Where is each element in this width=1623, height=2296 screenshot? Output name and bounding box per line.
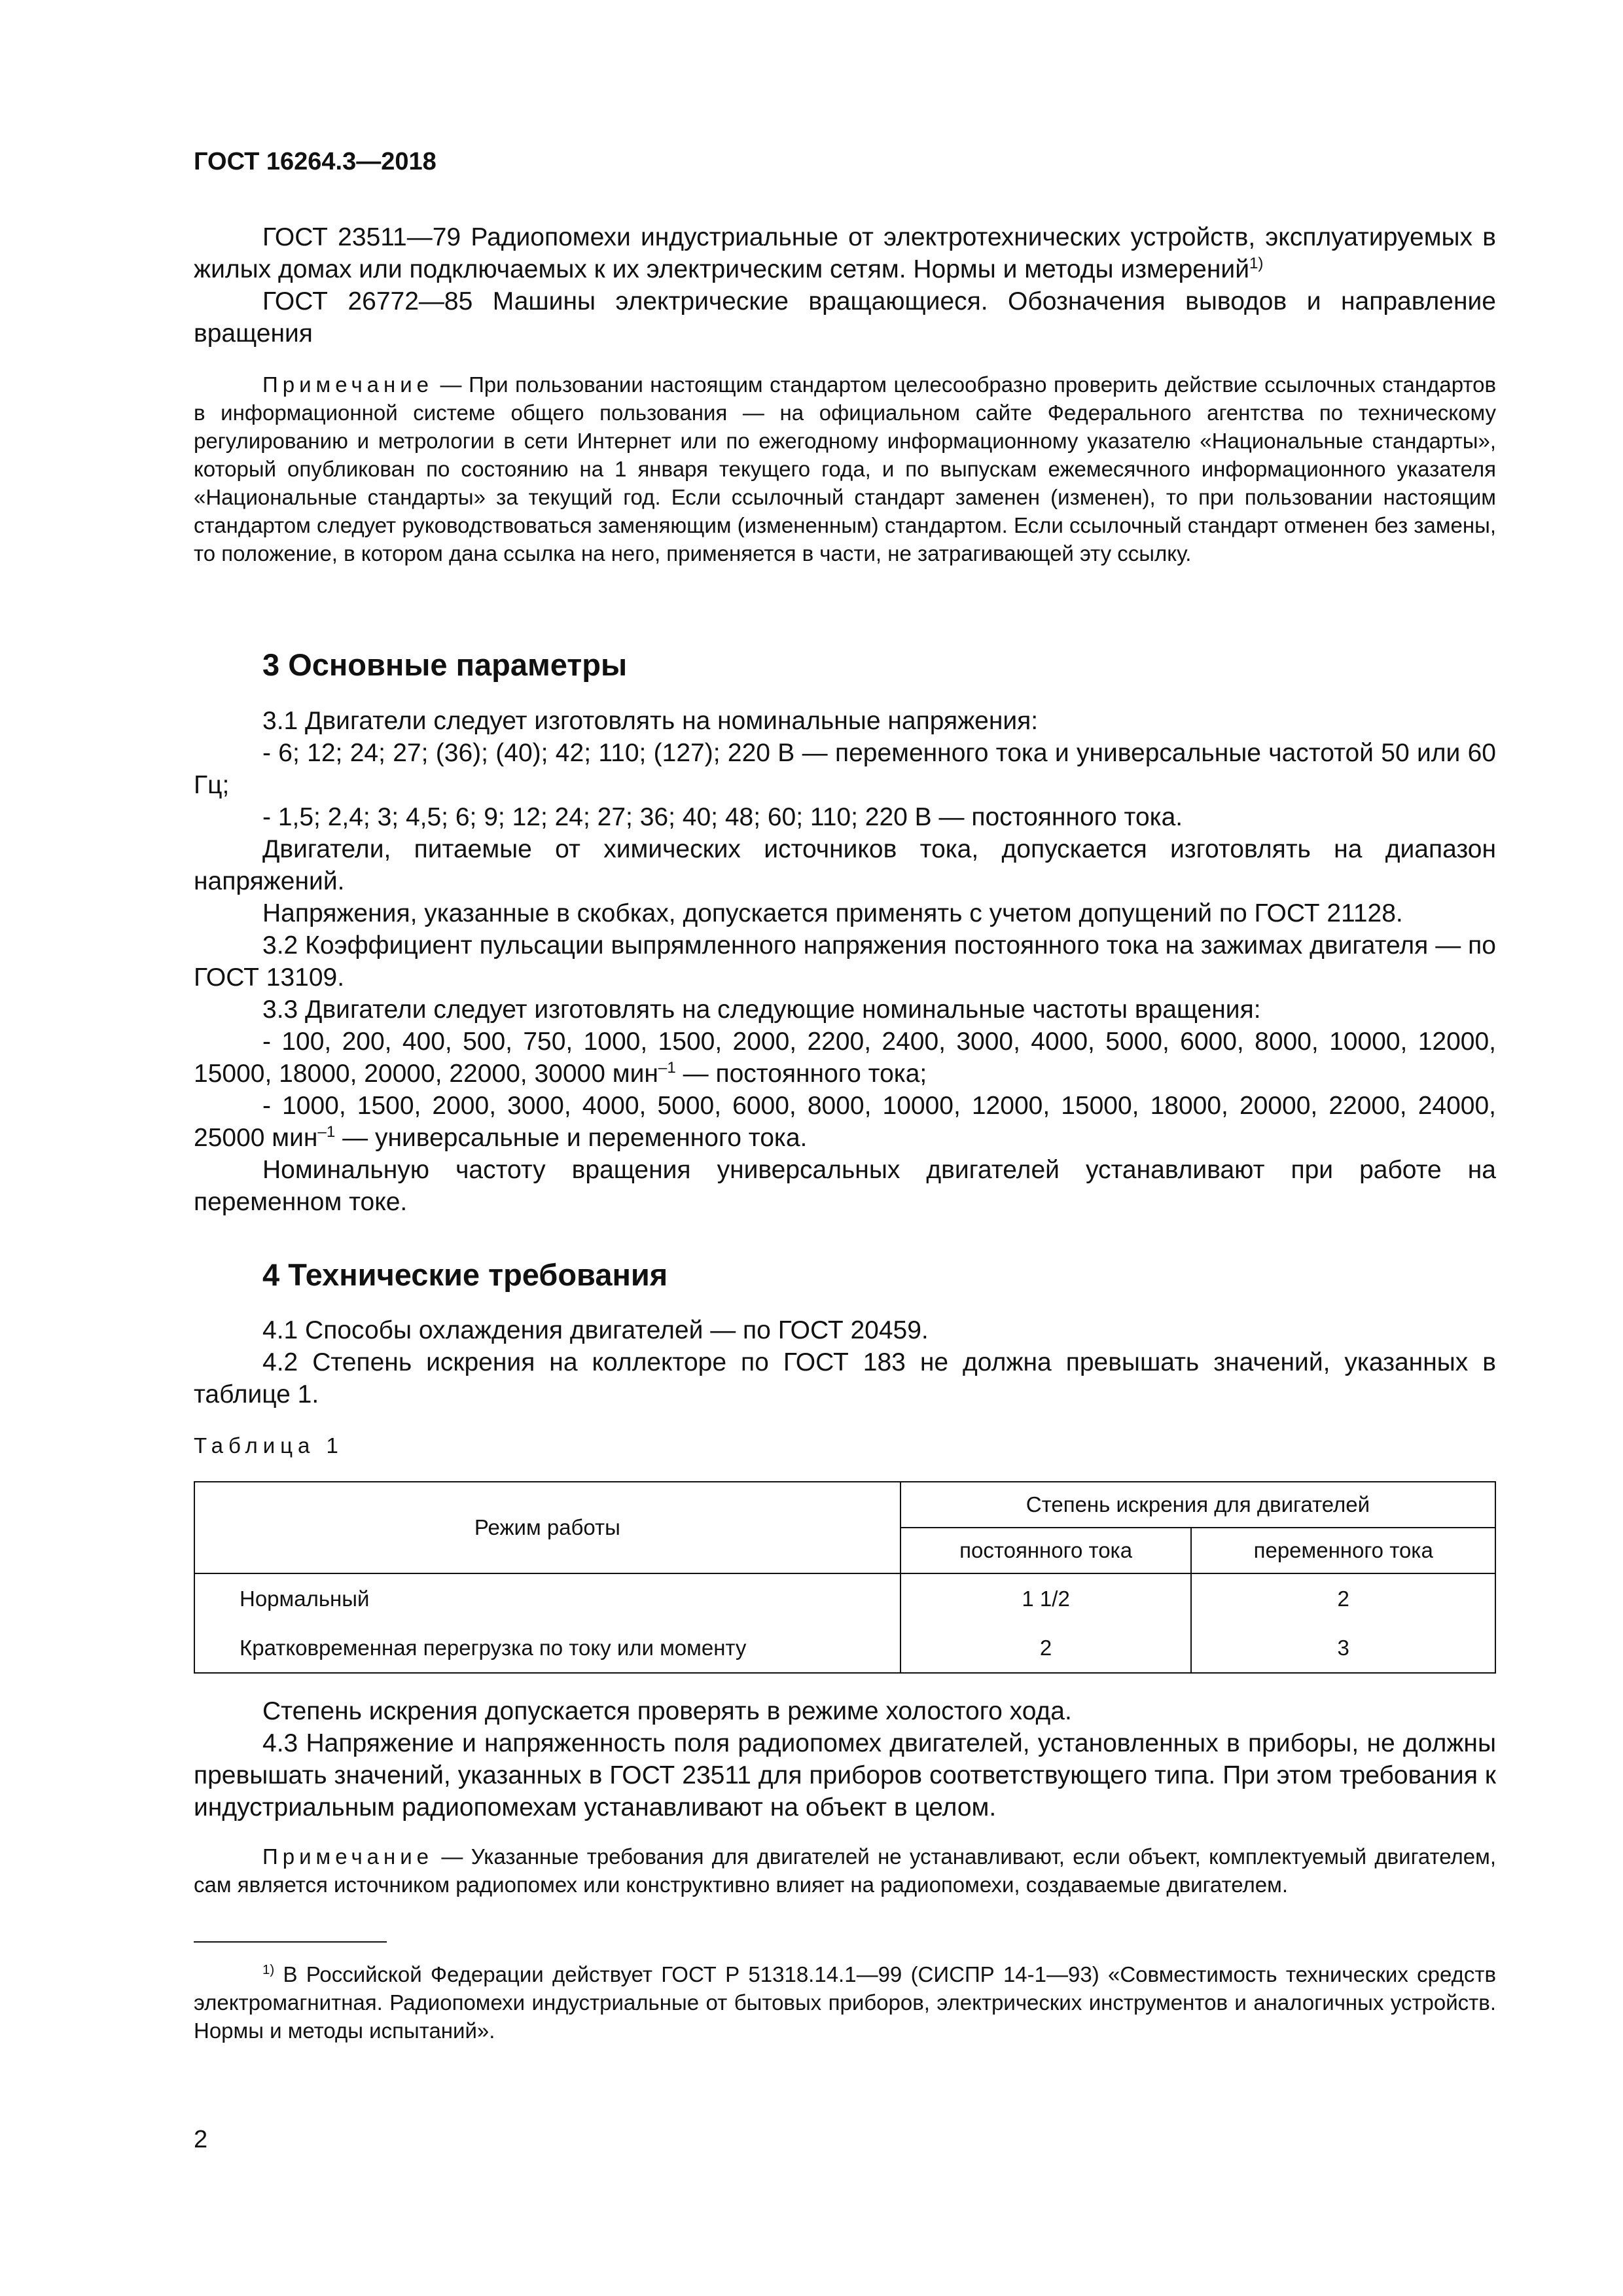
section-title: 4 Технические требования	[262, 1257, 668, 1292]
page-number: 2	[194, 2126, 208, 2153]
sparking-table	[194, 1481, 1496, 1674]
footnote	[194, 1960, 1496, 2045]
reference-item: ГОСТ 26772—85 Машины электрические вращающиеся. Обозначения выводов и направление вращения	[194, 287, 1496, 348]
paragraph: 4.3 Напряжение и напряженность поля радиопомех двигателей, установленных в приборы, не должны превышать значений, указанных в ГОСТ 23511 для приборов соответствующего типа. При этом требования к индустриальным радиопомехам устанавливают на объект в целом.	[194, 1729, 1496, 1821]
section-4	[194, 1257, 1496, 1293]
note-text: — Указанные требования для двигателей не устанавливают, если объект, комплектуемый двигателем, сам является источником радиопомех или конструктивно влияет на радиопомехи, создаваемые двигателем.	[194, 1844, 1497, 1897]
reference-item: ГОСТ 23511—79 Радиопомехи индустриальные от электротехнических устройств, эксплуатируемых в жилых домах или подключаемых к их электрическим сетям. Нормы и методы измерений$^{1)}$	[194, 223, 1496, 283]
note-text: — При пользовании настоящим стандартом целесообразно проверить действие ссылочных стандартов в информационной системе общего пользования — на официальном сайте Федерального агентства по техническому регулированию и метрологии в сети Интернет или по ежегодному информационному указателю «Национальные стандарты», который опубликован по состоянию на 1 января текущего года, и по выпускам ежемесячного информационного указателя «Национальные стандарты» за текущий год. Если ссылочный стандарт заменен (изменен), то при пользовании настоящим стандартом следует руководствоваться заменяющим (измененным) стандартом. Если ссылочный стандарт отменен без замены, то положение, в котором дана ссылка на него, применяется в части, не затрагивающей эту ссылку.	[194, 372, 1496, 565]
table-row: Кратковременная перегрузка по току или моменту 2 3	[194, 1623, 1495, 1673]
table-row: Нормальный 1 1/2 2	[194, 1573, 1495, 1623]
footnote-text: В Российской Федерации действует ГОСТ Р 51318.14.1—99 (СИСПР 14-1—93) «Совместимость технических средств электромагнитная. Радиопомехи индустриальные от бытовых приборов, электрических инструментов и аналогичных устройств. Нормы и методы испытаний».	[194, 1962, 1497, 2043]
paragraph: - 1000, 1500, 2000, 3000, 4000, 5000, 6000, 8000, 10000, 12000, 15000, 18000, 20000, 22000, 24000, 25000 мин$^{-1}$ — универсальные и переменного тока.	[194, 1092, 1496, 1152]
paragraph: Двигатели, питаемые от химических источников тока, допускается изготовлять на диапазон напряжений.	[194, 835, 1496, 895]
mode-header: Режим работы	[194, 1482, 901, 1573]
references-block	[194, 221, 1496, 350]
paragraph: - 6; 12; 24; 27; (36); (40); 42; 110; (127); 220 В — переменного тока и универсальные частотой 50 или 60 Гц;	[194, 739, 1496, 799]
section-3	[194, 647, 1496, 683]
footnote-separator	[194, 1941, 387, 1943]
ac-header: переменного тока	[1191, 1528, 1495, 1573]
table-caption: Таблица 1	[194, 1433, 344, 1458]
note-block	[194, 1842, 1496, 1899]
section-3-body	[194, 705, 1496, 1218]
note-label: Примечание	[262, 372, 434, 397]
note-block	[194, 370, 1496, 567]
paragraph: 4.1 Способы охлаждения двигателей — по ГОСТ 20459.	[262, 1316, 929, 1344]
note-label: Примечание	[262, 1844, 434, 1869]
paragraph: Номинальную частоту вращения универсальных двигателей устанавливают при работе на переменном токе.	[194, 1156, 1496, 1216]
paragraph: Напряжения, указанные в скобках, допускается применять с учетом допущений по ГОСТ 21128.	[262, 899, 1403, 927]
paragraph: 3.1 Двигатели следует изготовлять на номинальные напряжения:	[262, 707, 1039, 735]
dc-header: постоянного тока	[901, 1528, 1192, 1573]
paragraph: 3.3 Двигатели следует изготовлять на следующие номинальные частоты вращения:	[262, 996, 1261, 1024]
section-title: 3 Основные параметры	[262, 647, 628, 682]
footnote-mark: 1)	[262, 1962, 275, 1977]
paragraph: 4.2 Степень искрения на коллекторе по ГОСТ 183 не должна превышать значений, указанных в таблице 1.	[194, 1348, 1496, 1408]
section-4-continued	[194, 1695, 1496, 1823]
document-header: ГОСТ 16264.3—2018	[194, 148, 437, 175]
footnote-mark: 1)	[1249, 255, 1264, 272]
paragraph: 3.2 Коэффициент пульсации выпрямленного напряжения постоянного тока на зажимах двигателя — по ГОСТ 13109.	[194, 931, 1496, 992]
section-4-body	[194, 1314, 1496, 1410]
group-header: Степень искрения для двигателей	[901, 1482, 1495, 1528]
paragraph: Степень искрения допускается проверять в режиме холостого хода.	[262, 1697, 1072, 1725]
paragraph: - 100, 200, 400, 500, 750, 1000, 1500, 2000, 2200, 2400, 3000, 4000, 5000, 6000, 8000, 10000, 12000, 15000, 18000, 20000, 22000, 30000 мин$^{-1}$ — постоянного тока;	[194, 1028, 1496, 1088]
paragraph: - 1,5; 2,4; 3; 4,5; 6; 9; 12; 24; 27; 36; 40; 48; 60; 110; 220 В — постоянного тока.	[262, 803, 1183, 831]
